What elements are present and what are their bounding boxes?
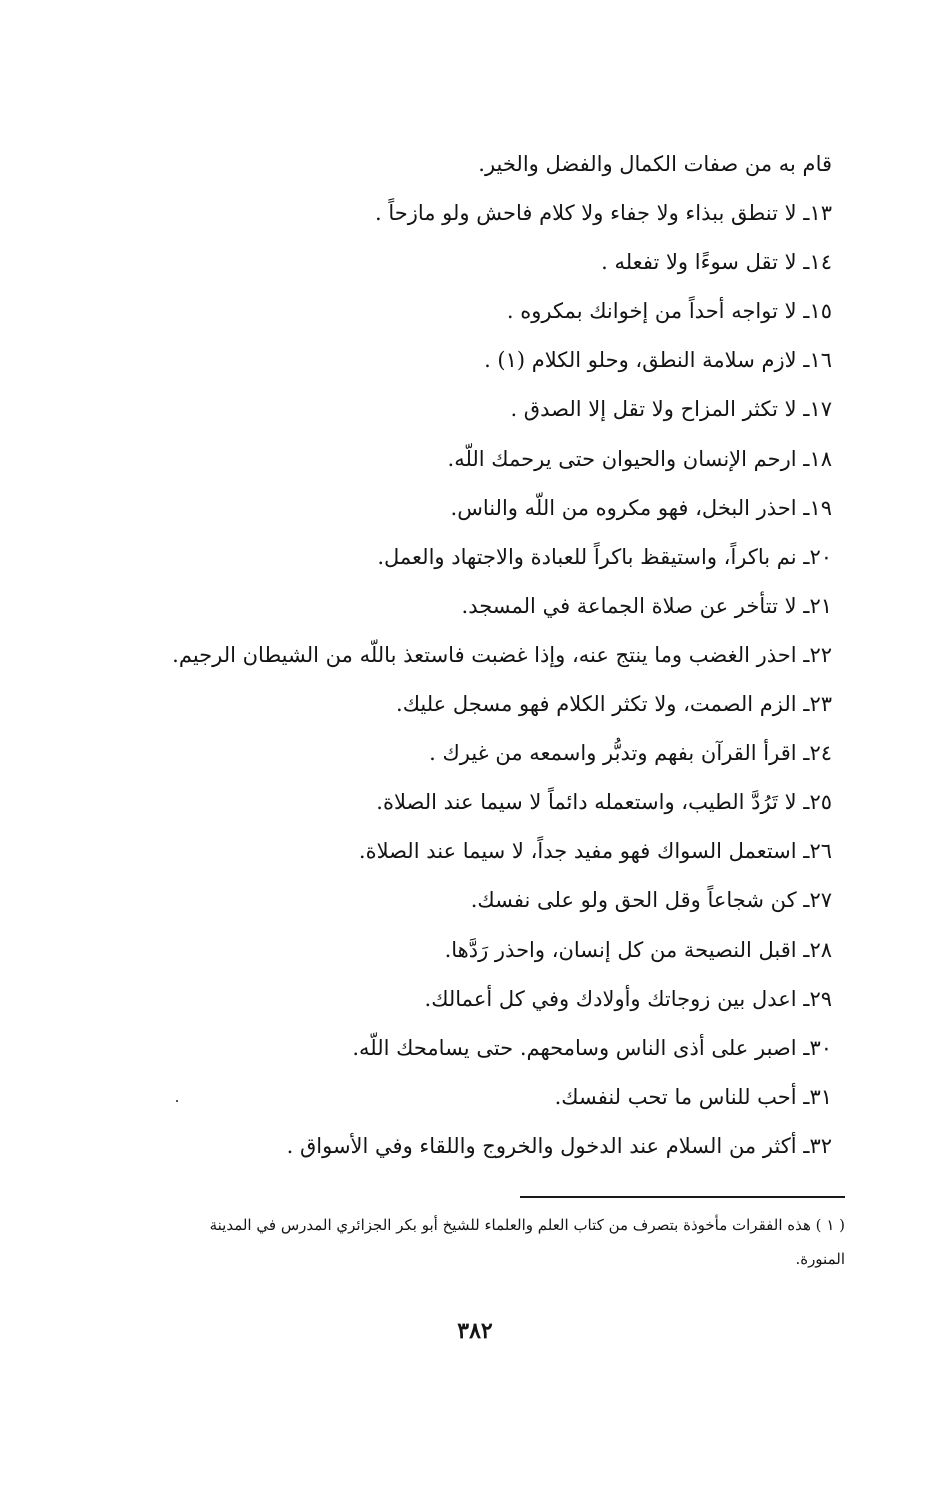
list-item: ٢٣ـ الزم الصمت، ولا تكثر الكلام فهو مسجل عليك. <box>396 692 832 717</box>
list-item: ٢١ـ لا تتأخر عن صلاة الجماعة في المسجد. <box>461 593 832 618</box>
list-item: ١٧ـ لا تكثر المزاح ولا تقل إلا الصدق . <box>510 397 832 422</box>
text-line: قام به من صفات الكمال والفضل والخير. <box>478 152 832 176</box>
list-item: ١٥ـ لا تواجه أحداً من إخوانك بمكروه . <box>506 299 832 324</box>
footnote-line: ( ١ ) هذه الفقرات مأخوذة بتصرف من كتاب العلم والعلماء للشيخ أبو بكر الجزائري المدرس في المدينة <box>209 1216 845 1234</box>
list-item: ٢٧ـ كن شجاعاً وقل الحق ولو على نفسك. <box>470 888 832 913</box>
body-text <box>100 140 832 1171</box>
list-item: ١٣ـ لا تنطق ببذاء ولا جفاء ولا كلام فاحش ولو مازحاً . <box>374 201 832 226</box>
list-item: ٣١ـ أحب للناس ما تحب لنفسك. <box>554 1084 832 1109</box>
list-item: ٢٨ـ اقبل النصيحة من كل إنسان، واحذر رَدَّها. <box>444 937 832 962</box>
footnote <box>100 1208 845 1276</box>
scan-speck <box>176 1100 178 1102</box>
list-item: ١٨ـ ارحم الإنسان والحيوان حتى يرحمك اللّه. <box>447 446 832 471</box>
footnote-divider <box>520 1196 845 1198</box>
list-item: ٣٢ـ أكثر من السلام عند الدخول والخروج واللقاء وفي الأسواق . <box>286 1133 832 1158</box>
list-item: ١٤ـ لا تقل سوءًا ولا تفعله . <box>601 250 832 275</box>
list-item: ١٦ـ لازم سلامة النطق، وحلو الكلام (١) . <box>484 348 832 373</box>
footnote-line: المنورة. <box>795 1250 845 1268</box>
list-item: ١٩ـ احذر البخل، فهو مكروه من اللّه والناس. <box>450 495 832 520</box>
list-item: ٢٢ـ احذر الغضب وما ينتج عنه، وإذا غضبت فاستعذ باللّه من الشيطان الرجيم. <box>172 642 832 667</box>
list-item: ٢٩ـ اعدل بين زوجاتك وأولادك وفي كل أعمالك. <box>424 986 832 1011</box>
list-item: ٢٤ـ اقرأ القرآن بفهم وتدبُّر واسمعه من غيرك . <box>429 741 832 766</box>
list-item: ٢٦ـ استعمل السواك فهو مفيد جداً، لا سيما عند الصلاة. <box>358 839 832 864</box>
page-number: ٣٨٢ <box>457 1318 493 1344</box>
list-item: ٢٠ـ نم باكراً، واستيقظ باكراً للعبادة والاجتهاد والعمل. <box>377 544 832 569</box>
list-item: ٢٥ـ لا تَرُدَّ الطيب، واستعمله دائماً لا سيما عند الصلاة. <box>376 790 832 815</box>
list-item: ٣٠ـ اصبر على أذى الناس وسامحهم. حتى يسامحك اللّه. <box>352 1035 832 1060</box>
